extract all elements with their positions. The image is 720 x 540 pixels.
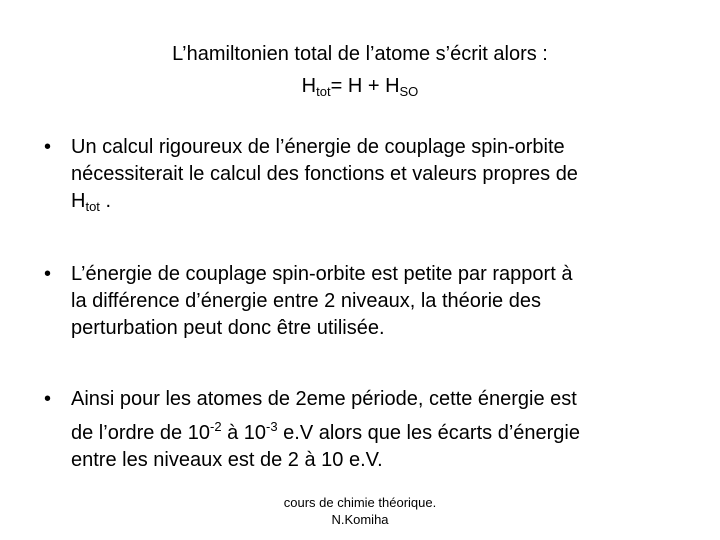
bullet-line: la différence d’énergie entre 2 niveaux, la théorie des [71, 290, 541, 312]
footer-course: cours de chimie théorique. [283, 495, 437, 510]
hamiltonian-equation [0, 71, 720, 107]
eq-sub-tot: tot [316, 84, 331, 99]
eq-mid: = H + H [330, 75, 400, 97]
bullet-line: Un calcul rigoureux de l’énergie de couplage spin-orbite [71, 136, 565, 158]
bullet-line: entre les niveaux est de 2 à 10 e.V. [71, 449, 383, 471]
exponent: -2 [209, 419, 222, 434]
bullet-marker: • [44, 388, 52, 410]
bullet-item-1 [71, 134, 701, 220]
text-run: de l’ordre de 10 [71, 422, 210, 444]
bullet-line: nécessiterait le calcul des fonctions et valeurs propres de [71, 163, 578, 185]
bullet-item-3 [71, 386, 701, 474]
eq-sub-so: SO [399, 84, 419, 99]
bullet-line [71, 413, 701, 447]
line-end: . [99, 190, 112, 212]
bullet-line: perturbation peut donc être utilisée. [71, 317, 385, 339]
bullet-item-2 [71, 261, 701, 342]
text-run: à 10 [221, 422, 267, 444]
title-line: L’hamiltonien total de l’atome s’écrit alors : [172, 43, 548, 65]
eq-h: H [301, 75, 317, 97]
bullet-marker: • [44, 136, 52, 158]
bullet-line [71, 188, 701, 220]
bullet-line: L’énergie de couplage spin-orbite est petite par rapport à [71, 263, 573, 285]
h-subscript: tot [85, 199, 100, 214]
footer [0, 494, 720, 528]
exponent: -3 [266, 419, 278, 434]
h-symbol: H [71, 190, 86, 212]
text-run: e.V alors que les écarts d’énergie [277, 422, 580, 444]
footer-author: N.Komiha [331, 512, 389, 527]
bullet-line: Ainsi pour les atomes de 2eme période, cette énergie est [71, 388, 577, 410]
bullet-marker: • [44, 263, 52, 285]
